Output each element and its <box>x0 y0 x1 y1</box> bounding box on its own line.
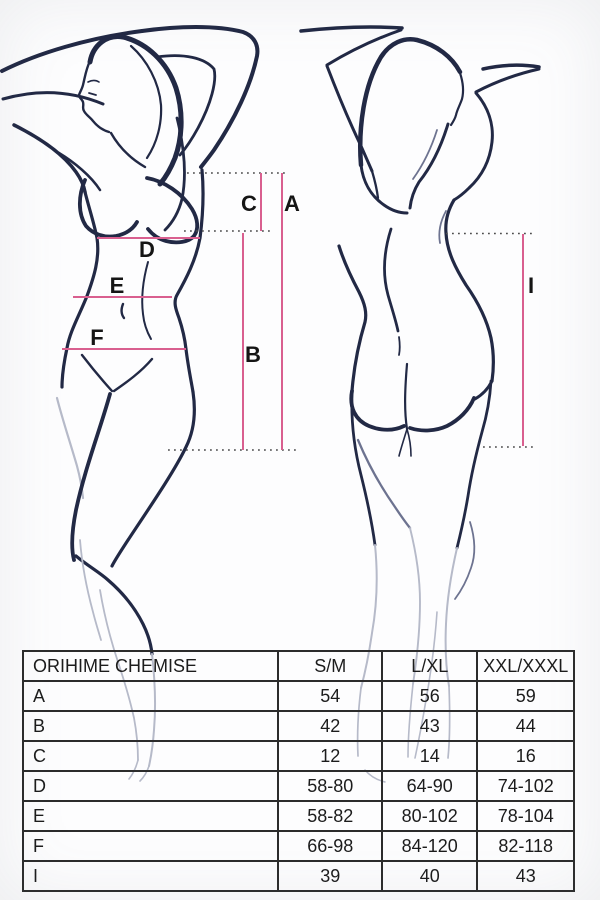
size-cell: 82-118 <box>477 831 574 861</box>
measurement-guides <box>62 173 536 450</box>
measure-label-A: A <box>284 191 300 216</box>
table-row <box>23 801 574 831</box>
table-row <box>23 711 574 741</box>
column-header-sm: S/M <box>278 651 382 681</box>
table-row <box>23 831 574 861</box>
size-cell: 12 <box>278 741 382 771</box>
size-chart-title: ORIHIME CHEMISE <box>23 651 278 681</box>
size-cell: 42 <box>278 711 382 741</box>
row-label: A <box>23 681 278 711</box>
row-label: I <box>23 861 278 891</box>
size-cell: 64-90 <box>382 771 477 801</box>
size-chart-table <box>22 650 575 892</box>
size-cell: 56 <box>382 681 477 711</box>
size-cell: 54 <box>278 681 382 711</box>
size-cell: 39 <box>278 861 382 891</box>
table-row <box>23 741 574 771</box>
row-label: D <box>23 771 278 801</box>
row-label: B <box>23 711 278 741</box>
measure-label-D: D <box>139 237 155 262</box>
size-cell: 43 <box>477 861 574 891</box>
size-cell: 43 <box>382 711 477 741</box>
size-cell: 44 <box>477 711 574 741</box>
row-label: F <box>23 831 278 861</box>
column-header-lxl: L/XL <box>382 651 477 681</box>
size-cell: 84-120 <box>382 831 477 861</box>
measure-label-I: I <box>527 273 535 298</box>
size-chart-header-row <box>23 651 574 681</box>
size-cell: 58-82 <box>278 801 382 831</box>
measure-label-B: B <box>245 342 261 367</box>
size-cell: 14 <box>382 741 477 771</box>
measure-label-C: C <box>241 191 257 216</box>
size-cell: 80-102 <box>382 801 477 831</box>
size-cell: 58-80 <box>278 771 382 801</box>
size-cell: 16 <box>477 741 574 771</box>
column-header-xxl: XXL/XXXL <box>477 651 574 681</box>
size-cell: 66-98 <box>278 831 382 861</box>
size-cell: 40 <box>382 861 477 891</box>
table-row <box>23 771 574 801</box>
table-row <box>23 681 574 711</box>
size-cell: 74-102 <box>477 771 574 801</box>
size-cell: 59 <box>477 681 574 711</box>
row-label: C <box>23 741 278 771</box>
size-cell: 78-104 <box>477 801 574 831</box>
measure-label-E: E <box>109 273 125 298</box>
row-label: E <box>23 801 278 831</box>
table-row <box>23 861 574 891</box>
measure-label-F: F <box>90 325 104 350</box>
